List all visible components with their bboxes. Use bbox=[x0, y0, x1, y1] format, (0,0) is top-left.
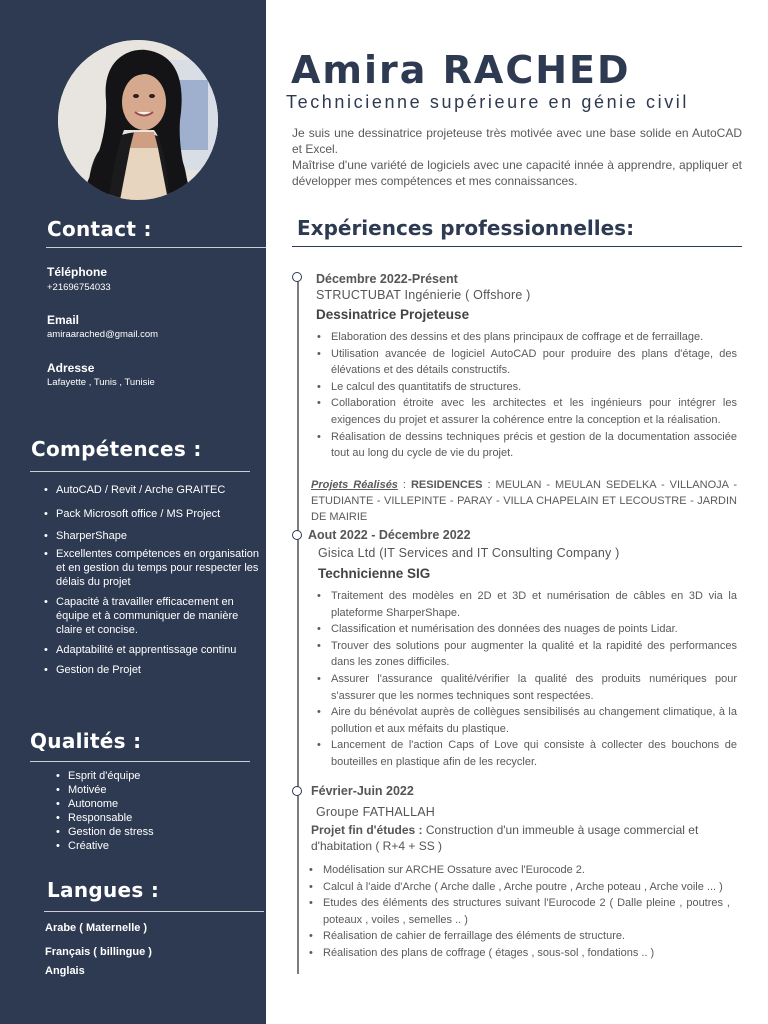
job-bullet: • Modélisation sur ARCHE Ossature avec l'Eurocode 2. bbox=[307, 862, 730, 879]
skill-item: • Gestion de Projet bbox=[44, 663, 266, 677]
projects-list: : MEULAN - MEULAN SEDELKA - VILLANOJA - ETUDIANTE - VILLEPINTE - PARAY - VILLA CHAPELAIN ET LECOUSTRE - JARDIN DE MAIRIE bbox=[311, 479, 738, 523]
job-bullet: • Le calcul des quantitatifs de structures. bbox=[315, 379, 737, 396]
timeline-dot bbox=[292, 530, 302, 540]
job-bullet: • Traitement des modèles en 2D et 3D et numérisation de câbles en 3D via la plateforme SharperShape. bbox=[315, 588, 737, 621]
job-company: Gisica Ltd (IT Services and IT Consulting Company ) bbox=[318, 546, 620, 560]
skill-item: • Pack Microsoft office / MS Project bbox=[44, 507, 266, 521]
address-label: Adresse bbox=[47, 361, 95, 375]
job-bullet: • Trouver des solutions pour augmenter la qualité et la rapidité des performances dans les zones difficiles. bbox=[315, 638, 737, 671]
job-role: Technicienne SIG bbox=[318, 566, 431, 581]
languages-heading: Langues : bbox=[47, 878, 160, 902]
qualities-list bbox=[56, 769, 246, 853]
quality-item: • Esprit d'équipe bbox=[56, 769, 246, 783]
skill-item: • Capacité à travailler efficacement en équipe et à communiquer de manière claire et concise. bbox=[44, 595, 250, 637]
projects-realised bbox=[311, 477, 737, 525]
email-label: Email bbox=[47, 313, 80, 327]
sidebar bbox=[0, 0, 266, 1024]
job-date: Aout 2022 - Décembre 2022 bbox=[308, 528, 471, 542]
projects-label: Projets Réalisés bbox=[311, 479, 398, 491]
language-item: Anglais bbox=[45, 965, 85, 977]
skill-item: • Adaptabilité et apprentissage continu bbox=[44, 643, 266, 657]
skills-divider bbox=[30, 471, 250, 472]
candidate-name: Amira RACHED bbox=[291, 48, 631, 92]
timeline-dot bbox=[292, 272, 302, 282]
candidate-title: Technicienne supérieure en génie civil bbox=[286, 92, 689, 112]
profile-photo-illustration bbox=[58, 40, 218, 200]
language-item: Français ( billingue ) bbox=[45, 946, 152, 958]
job-bullet: • Assurer l'assurance qualité/vérifier la qualité des produits numériques pour s'assurer que les normes techniques sont respectées. bbox=[315, 671, 737, 704]
quality-item: • Gestion de stress bbox=[56, 825, 246, 839]
job-bullet: • Aire du bénévolat auprès de collègues sensibilisés au changement climatique, à la pollution et aux méfaits du plastique. bbox=[315, 704, 737, 737]
phone-value: +21696754033 bbox=[47, 282, 111, 293]
timeline-dot bbox=[292, 786, 302, 796]
phone-label: Téléphone bbox=[47, 265, 108, 279]
job-bullet: • Classification et numérisation des données des nuages de points Lidar. bbox=[315, 621, 737, 638]
experience-heading: Expériences professionnelles: bbox=[297, 216, 635, 240]
projects-first: RESIDENCES bbox=[410, 479, 483, 491]
intro-text: Je suis une dessinatrice projeteuse très motivée avec une base solide en AutoCAD et Excel. Maîtrise d'une variété de logiciels avec une capacité innée à apprendre, appliquer et développer mes compétences et mes connaissances. bbox=[292, 126, 742, 188]
contact-divider bbox=[46, 247, 266, 248]
language-item: Arabe ( Maternelle ) bbox=[45, 922, 148, 934]
languages-divider bbox=[44, 911, 264, 912]
pfe-text: Construction d'un immeuble à usage commercial et d'habitation ( R+4 + SS ) bbox=[311, 823, 699, 853]
job-date: Décembre 2022-Présent bbox=[316, 272, 458, 286]
quality-item: • Créative bbox=[56, 839, 246, 853]
job-bullets bbox=[307, 862, 730, 962]
job-bullet: • Lancement de l'action Caps of Love qui consiste à collecter des bouchons de bouteilles en plastique afin de les recycler. bbox=[315, 737, 737, 770]
job-bullets bbox=[315, 329, 737, 462]
experience-divider bbox=[292, 246, 742, 247]
skill-item: • Excellentes compétences en organisation et en gestion du temps pour respecter les délais du projet bbox=[44, 547, 266, 589]
job-bullet: • Réalisation de dessins techniques précis et gestion de la documentation associée tout au long du cycle de vie du projet. bbox=[315, 429, 737, 462]
job-bullet: • Réalisation des plans de coffrage ( étages , sous-sol , fondations .. ) bbox=[307, 945, 730, 962]
end-of-studies-project bbox=[311, 822, 737, 854]
address-value: Lafayette , Tunis , Tunisie bbox=[47, 377, 155, 388]
job-bullets bbox=[315, 588, 737, 771]
email-value: amiraarached@gmail.com bbox=[47, 329, 159, 340]
skills-heading: Compétences : bbox=[31, 437, 202, 461]
job-bullet: • Calcul à l'aide d'Arche ( Arche dalle , Arche poutre , Arche poteau , Arche voile ... ) bbox=[307, 879, 730, 896]
job-bullet: • Etudes des éléments des structures suivant l'Eurocode 2 ( Dalle pleine , poutres , poteaux , voiles , semelles .. ) bbox=[307, 895, 730, 928]
quality-item: • Responsable bbox=[56, 811, 246, 825]
quality-item: • Motivée bbox=[56, 783, 246, 797]
timeline-line bbox=[297, 280, 299, 974]
skill-item: • AutoCAD / Revit / Arche GRAITEC bbox=[44, 483, 266, 497]
job-role: Dessinatrice Projeteuse bbox=[316, 307, 470, 322]
projects-separator: : bbox=[397, 479, 411, 491]
job-date: Février-Juin 2022 bbox=[311, 784, 414, 798]
job-bullet: • Réalisation de cahier de ferraillage des éléments de structure. bbox=[307, 928, 730, 945]
contact-heading: Contact : bbox=[47, 217, 152, 241]
job-company: Groupe FATHALLAH bbox=[316, 805, 435, 819]
qualities-divider bbox=[30, 761, 250, 762]
job-bullet: • Collaboration étroite avec les architectes et les ingénieurs pour intégrer les exigences du projet et assurer la cohérence entre la conception et la réalisation. bbox=[315, 395, 737, 428]
job-bullet: • Elaboration des dessins et des plans principaux de coffrage et de ferraillage. bbox=[315, 329, 737, 346]
pfe-label: Projet fin d'études : bbox=[311, 823, 426, 837]
skill-item: • SharperShape bbox=[44, 529, 266, 543]
quality-item: • Autonome bbox=[56, 797, 246, 811]
qualities-heading: Qualités : bbox=[30, 729, 142, 753]
job-company: STRUCTUBAT Ingénierie ( Offshore ) bbox=[316, 288, 531, 302]
job-bullet: • Utilisation avancée de logiciel AutoCAD pour produire des plans d'étage, des élévations et des détails constructifs. bbox=[315, 346, 737, 379]
skills-list bbox=[44, 483, 266, 677]
profile-photo bbox=[58, 40, 218, 200]
